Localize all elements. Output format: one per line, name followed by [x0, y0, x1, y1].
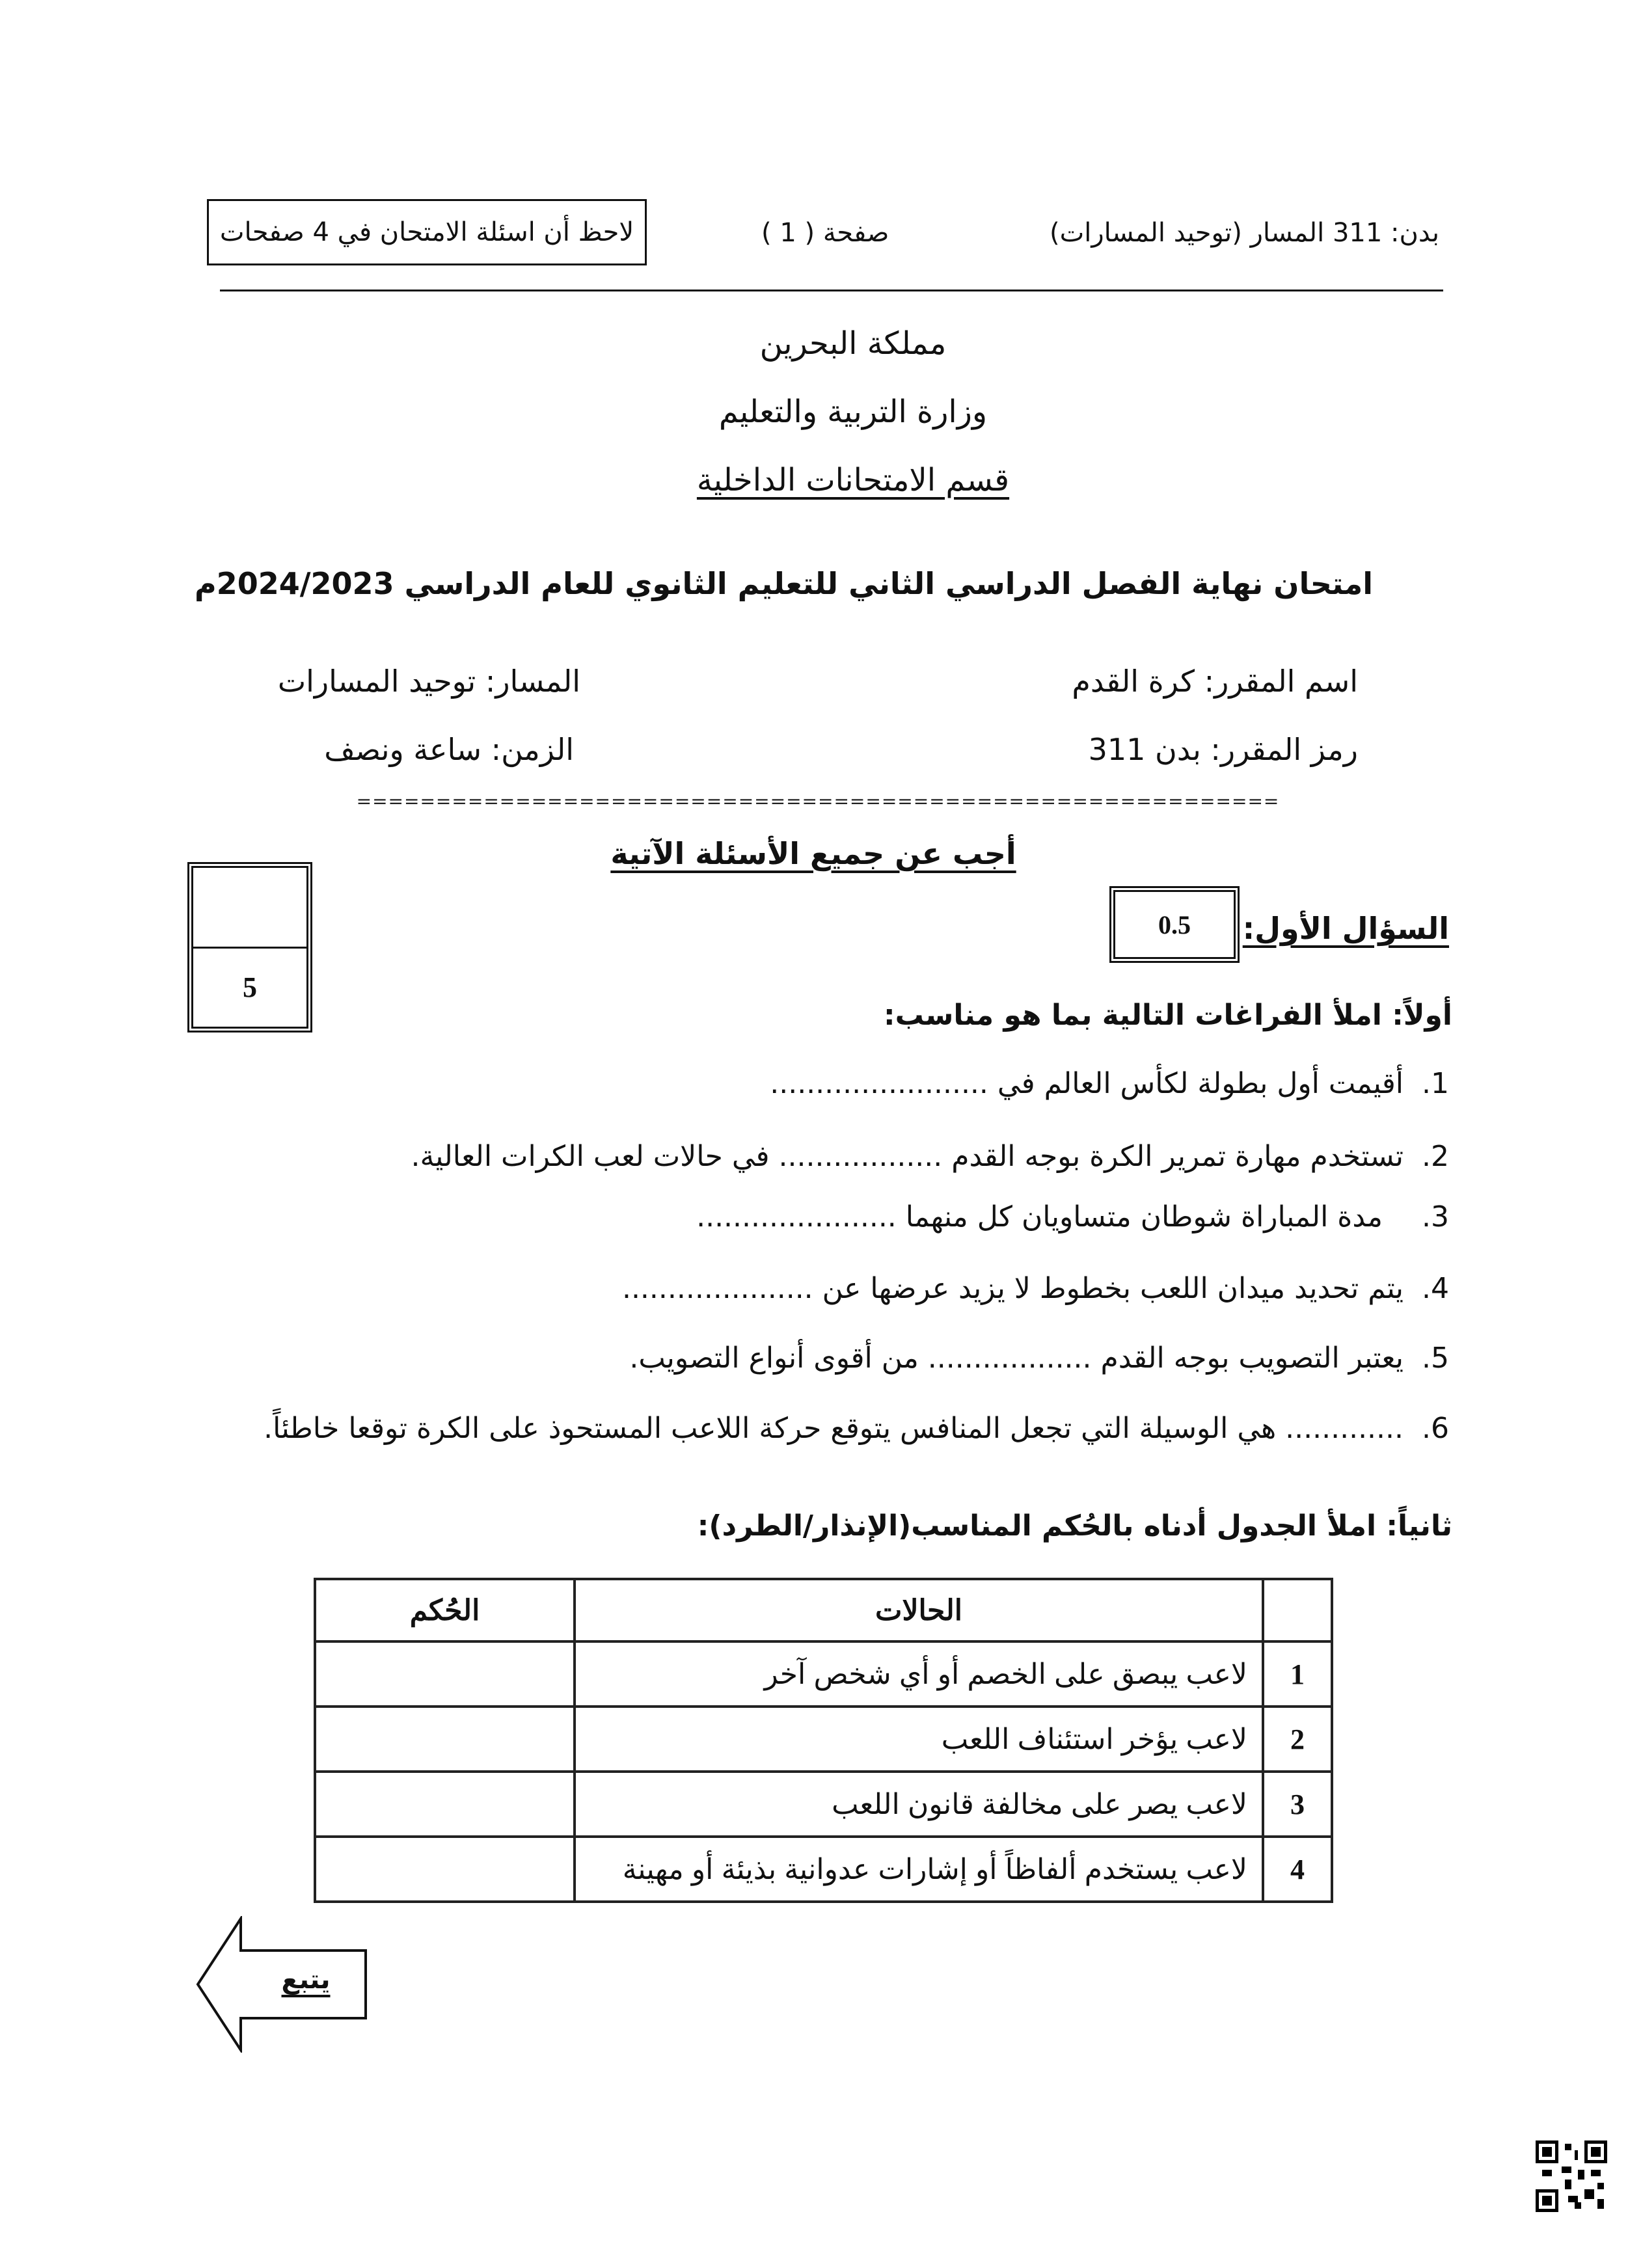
item-text: يتم تحديد ميدان اللعب بخطوط لا يزيد عرضها عن .....................: [621, 1272, 1404, 1305]
list-item: [770, 1067, 1449, 1100]
item-number: 4.: [1422, 1272, 1449, 1305]
score-top-cell: [193, 868, 306, 949]
course-name: اسم المقرر: كرة القدم: [1072, 664, 1358, 699]
item-number: 2.: [1422, 1140, 1449, 1173]
list-item: [622, 1272, 1449, 1305]
pages-note-text: لاحظ أن اسئلة الامتحان في 4 صفحات: [219, 217, 634, 247]
judgement-cell[interactable]: [315, 1641, 575, 1707]
case-cell: لاعب يصر على مخالفة قانون اللعب: [575, 1772, 1263, 1837]
item-text: تستخدم مهارة تمرير الكرة بوجه القدم .................. في حالات لعب الكرات العالية.: [411, 1140, 1404, 1173]
case-cell: لاعب يستخدم ألفاظاً أو إشارات عدوانية بذيئة أو مهينة: [575, 1837, 1263, 1902]
header-course-code: بدن: 311 المسار (توحيد المسارات): [1049, 218, 1439, 248]
page-number: صفحة ( 1 ): [761, 218, 889, 248]
question1-score-box: [1109, 886, 1240, 963]
continue-arrow: [195, 1916, 371, 2053]
table-row: [315, 1641, 1332, 1707]
total-score-box: [187, 862, 312, 1033]
item-number: 5.: [1422, 1342, 1449, 1375]
qr-code: [1536, 2140, 1607, 2212]
row-number: 4: [1263, 1837, 1332, 1902]
cases-header: الحالات: [575, 1579, 1263, 1641]
instructions: أجب عن جميع الأسئلة الآتية: [610, 836, 1016, 871]
list-item: [411, 1140, 1449, 1173]
question1-label: السؤال الأول:: [1242, 911, 1449, 946]
item-text: مدة المباراة شوطان متساويان كل منهما ......................: [696, 1200, 1383, 1234]
table-header-row: [315, 1579, 1332, 1641]
pages-note-box: [207, 199, 647, 265]
item-number: 3.: [1422, 1200, 1449, 1234]
row-number: 1: [1263, 1641, 1332, 1707]
ministry-name: وزارة التربية والتعليم: [718, 394, 988, 430]
course-code: رمز المقرر: بدن 311: [1088, 732, 1358, 767]
list-item: [264, 1412, 1449, 1445]
part1-heading: أولاً: املأ الفراغات التالية بما هو مناسب:: [883, 999, 1452, 1032]
exam-title: امتحان نهاية الفصل الدراسي الثاني للتعليم الثانوي للعام الدراسي 2024/2023م: [195, 566, 1373, 601]
item-text: أقيمت أول بطولة لكأس العالم في ........................: [770, 1067, 1404, 1100]
country-name: مملكة البحرين: [759, 325, 947, 362]
list-item: [696, 1200, 1449, 1234]
rulings-table: [314, 1578, 1333, 1903]
item-number: 6.: [1422, 1412, 1449, 1445]
item-number: 1.: [1422, 1067, 1449, 1100]
judgement-cell[interactable]: [315, 1772, 575, 1837]
row-number: 3: [1263, 1772, 1332, 1837]
case-cell: لاعب يؤخر استئناف اللعب: [575, 1707, 1263, 1772]
table-row: [315, 1837, 1332, 1902]
table-row: [315, 1707, 1332, 1772]
continue-label: يتبع: [281, 1965, 331, 1995]
list-item: [629, 1342, 1449, 1375]
separator-line: ==========================================================: [356, 790, 1280, 812]
row-number: 2: [1263, 1707, 1332, 1772]
qr-code-icon: [1536, 2140, 1607, 2212]
question1-score: 0.5: [1158, 910, 1191, 939]
judgement-header: الحُكم: [315, 1579, 575, 1641]
header-rule: [220, 290, 1443, 291]
case-cell: لاعب يبصق على الخصم أو أي شخص آخر: [575, 1641, 1263, 1707]
part2-heading: ثانياً: املأ الجدول أدناه بالحُكم المناسب(الإنذار/الطرد):: [697, 1509, 1452, 1543]
judgement-cell[interactable]: [315, 1837, 575, 1902]
score-bottom-cell: 5: [243, 971, 257, 1004]
judgement-cell[interactable]: [315, 1707, 575, 1772]
exam-time: الزمن: ساعة ونصف: [324, 732, 574, 767]
department-name: قسم الامتحانات الداخلية: [696, 462, 1010, 498]
number-header-cell: [1263, 1579, 1332, 1641]
item-text: ............. هي الوسيلة التي تجعل المنافس يتوقع حركة اللاعب المستحوذ على الكرة توقعا خاطئاً.: [264, 1412, 1404, 1445]
item-text: يعتبر التصويب بوجه القدم .................. من أقوى أنواع التصويب.: [629, 1342, 1404, 1375]
table-row: [315, 1772, 1332, 1837]
track: المسار: توحيد المسارات: [277, 664, 580, 699]
